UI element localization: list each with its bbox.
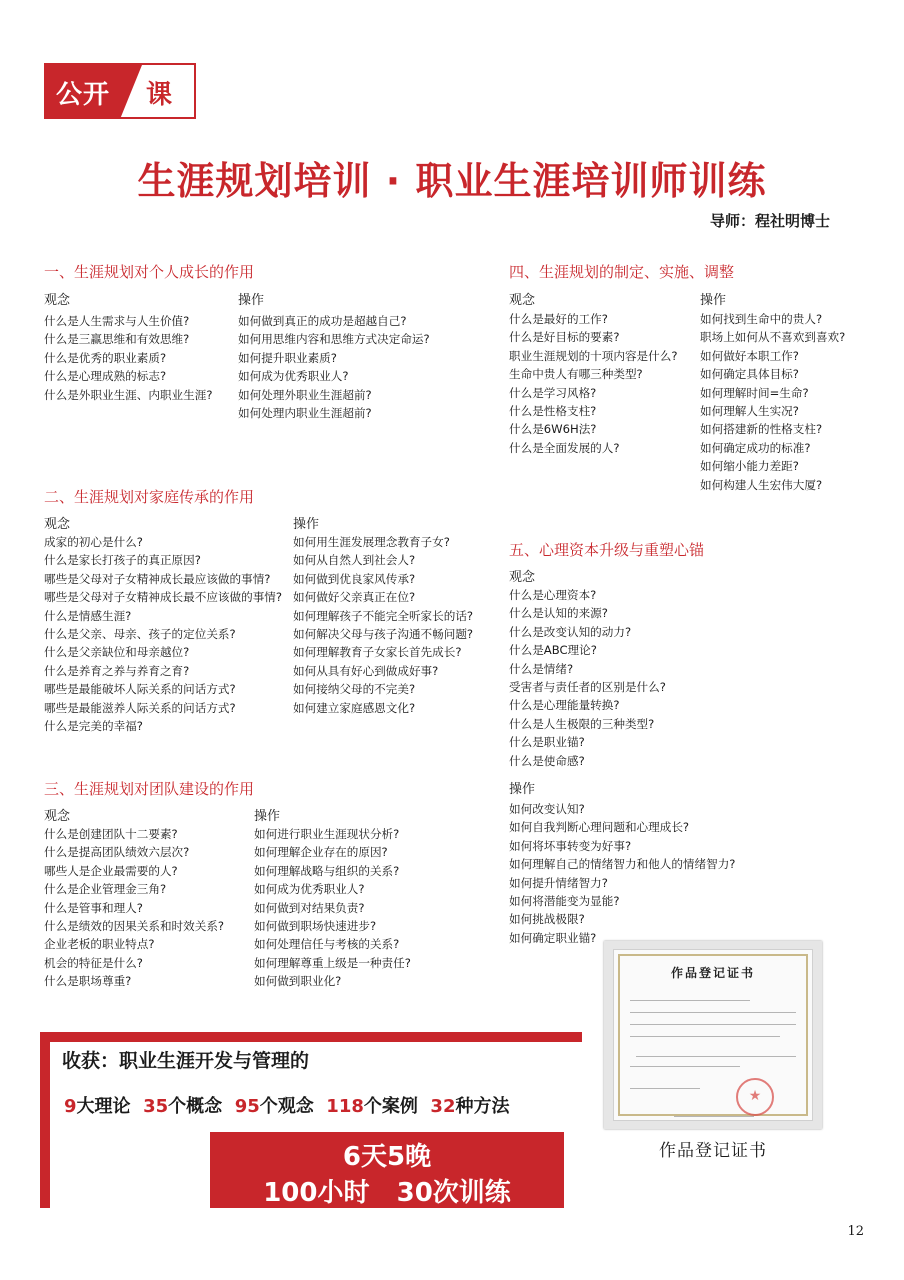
section-5-op-list	[509, 800, 735, 947]
certificate-text-line	[630, 1024, 796, 1025]
list-item: 如何缩小能力差距?	[700, 459, 799, 474]
list-item: 如何成为优秀职业人?	[238, 369, 349, 384]
certificate-text-line	[674, 1116, 754, 1117]
list-item: 如何搭建新的性格支柱?	[700, 422, 823, 437]
list-item: 如何构建人生宏伟大厦?	[700, 477, 823, 492]
harvest-duration: 6天5晚	[342, 1142, 432, 1172]
harvest-title: 收获：职业生涯开发与管理的	[62, 1050, 310, 1072]
list-item: 如何用生涯发展理念教育子女?	[293, 535, 450, 549]
harvest-hours-sessions: 100小时 30次训练	[263, 1178, 511, 1208]
list-item: 什么是学习风格?	[509, 385, 597, 400]
section-3-obs-list	[44, 825, 224, 991]
section-4-obs-list	[509, 310, 677, 457]
certificate-image	[604, 941, 822, 1129]
stat-number: 118	[326, 1096, 364, 1117]
list-item: 如何挑战极限?	[509, 912, 585, 927]
list-item: 什么是企业管理金三角?	[44, 882, 167, 897]
public-course-badge	[44, 63, 196, 119]
list-item: 什么是全面发展的人?	[509, 440, 620, 455]
list-item: 如何理解企业存在的原因?	[254, 845, 388, 860]
certificate-seal-icon	[736, 1078, 774, 1116]
list-item: 成家的初心是什么?	[44, 535, 143, 549]
list-item: 企业老板的职业特点?	[44, 937, 155, 952]
list-item: 什么是职场尊重?	[44, 974, 132, 989]
stat-number: 32	[430, 1096, 456, 1117]
stat-item	[235, 1096, 314, 1117]
list-item: 哪些是最能破坏人际关系的问话方式?	[44, 682, 236, 697]
certificate-paper	[613, 949, 813, 1121]
certificate-text-line	[630, 1000, 750, 1001]
list-item: 如何做到职场快速进步?	[254, 919, 377, 934]
list-item: 如何解决父母与孩子沟通不畅问题?	[293, 627, 474, 642]
list-item: 什么是心理成熟的标志?	[44, 369, 167, 384]
list-item: 什么是三赢思维和有效思维?	[44, 332, 190, 347]
list-item: 什么是性格支柱?	[509, 404, 597, 419]
list-item: 如何理解教育子女家长首先成长?	[293, 645, 462, 660]
list-item: 哪些是父母对子女精神成长最不应该做的事情?	[44, 590, 283, 605]
section-4-op-list	[700, 310, 845, 494]
list-item: 哪些是最能滋养人际关系的问话方式?	[44, 700, 236, 715]
harvest-top-bar	[40, 1032, 582, 1042]
list-item: 如何接纳父母的不完美?	[293, 682, 416, 697]
list-item: 如何处理信任与考核的关系?	[254, 937, 400, 952]
section-2-obs-header: 观念	[44, 517, 71, 532]
list-item: 什么是提高团队绩效六层次?	[44, 845, 190, 860]
section-2-op-list	[293, 533, 473, 717]
stat-label: 种方法	[455, 1096, 510, 1117]
list-item: 如何提升情绪智力?	[509, 875, 608, 890]
list-item: 什么是心理能量转换?	[509, 698, 620, 713]
list-item: 如何做好父亲真正在位?	[293, 590, 416, 605]
section-2-op-header: 操作	[293, 517, 320, 532]
section-3-op-header: 操作	[254, 809, 281, 824]
stat-item	[143, 1096, 222, 1117]
section-1-obs-header: 观念	[44, 293, 71, 308]
section-3-title: 三、生涯规划对团队建设的作用	[44, 780, 255, 798]
certificate-text-line	[630, 1012, 796, 1013]
certificate-caption: 作品登记证书	[659, 1141, 767, 1161]
list-item: 如何将潜能变为显能?	[509, 894, 620, 909]
list-item: 如何将坏事转变为好事?	[509, 838, 632, 853]
stat-label: 个观念	[259, 1096, 314, 1117]
stat-item	[430, 1096, 509, 1117]
list-item: 什么是父亲缺位和母亲越位?	[44, 645, 190, 660]
list-item: 如何做到职业化?	[254, 974, 342, 989]
list-item: 什么是养育之养与养育之育?	[44, 663, 190, 678]
badge-text-course: 课	[146, 80, 173, 110]
harvest-left-bar	[40, 1032, 50, 1208]
star-icon: ★	[748, 1088, 762, 1104]
list-item: 如何做好本职工作?	[700, 348, 799, 363]
list-item: 什么是情绪?	[509, 661, 574, 676]
page-number: 12	[847, 1224, 864, 1239]
list-item: 什么是6W6H法?	[509, 422, 597, 437]
list-item: 如何理解时间=生命?	[700, 385, 809, 400]
section-1-title: 一、生涯规划对个人成长的作用	[44, 263, 255, 281]
stat-number: 35	[143, 1096, 169, 1117]
section-3-op-list	[254, 825, 411, 991]
list-item: 如何进行职业生涯现状分析?	[254, 827, 400, 841]
list-item: 什么是完美的幸福?	[44, 719, 143, 734]
stat-label: 个概念	[168, 1096, 223, 1117]
section-1-obs-list	[44, 312, 212, 404]
section-4-obs-header: 观念	[509, 293, 536, 308]
section-5-title: 五、心理资本升级与重塑心锚	[509, 541, 705, 559]
list-item: 如何从具有好心到做成好事?	[293, 663, 439, 678]
list-item: 如何建立家庭感恩文化?	[293, 700, 416, 715]
stat-item	[326, 1096, 418, 1117]
list-item: 如何找到生命中的贵人?	[700, 312, 823, 326]
list-item: 什么是使命感?	[509, 753, 585, 768]
list-item: 如何用思维内容和思维方式决定命运?	[238, 332, 430, 347]
list-item: 什么是家长打孩子的真正原因?	[44, 553, 201, 568]
list-item: 如何提升职业素质?	[238, 350, 337, 365]
list-item: 如何确定职业锚?	[509, 930, 597, 945]
list-item: 什么是人生极限的三种类型?	[509, 716, 655, 731]
list-item: 受害者与责任者的区别是什么?	[509, 680, 666, 695]
list-item: 如何做到优良家风传承?	[293, 571, 416, 586]
certificate-text-line	[636, 1056, 796, 1057]
list-item: 什么是创建团队十二要素?	[44, 827, 178, 841]
certificate-text-line	[630, 1088, 700, 1089]
list-item: 如何成为优秀职业人?	[254, 882, 365, 897]
mentor-line: 导师：程社明博士	[709, 212, 830, 230]
list-item: 哪些是父母对子女精神成长最应该做的事情?	[44, 571, 271, 586]
list-item: 如何处理内职业生涯超前?	[238, 406, 372, 421]
list-item: 如何理解尊重上级是一种责任?	[254, 955, 411, 970]
section-2-title: 二、生涯规划对家庭传承的作用	[44, 488, 255, 506]
stat-number: 9	[64, 1096, 77, 1117]
list-item: 什么是职业锚?	[509, 735, 585, 750]
list-item: 生命中贵人有哪三种类型?	[509, 367, 643, 382]
list-item: 什么是改变认知的动力?	[509, 624, 632, 639]
stat-item	[64, 1096, 131, 1117]
list-item: 什么是优秀的职业素质?	[44, 350, 167, 365]
list-item: 哪些人是企业最需要的人?	[44, 863, 178, 878]
stat-label: 大理论	[76, 1096, 131, 1117]
section-5-op-header: 操作	[509, 782, 536, 797]
section-3-obs-header: 观念	[44, 809, 71, 824]
list-item: 如何理解自己的情绪智力和他人的情绪智力?	[509, 857, 736, 872]
list-item: 职场上如何从不喜欢到喜欢?	[700, 330, 846, 345]
section-5-obs-header: 观念	[509, 570, 536, 585]
harvest-stats	[64, 1092, 509, 1118]
list-item: 什么是人生需求与人生价值?	[44, 314, 190, 328]
stat-number: 95	[234, 1096, 260, 1117]
page-title: 生涯规划培训 · 职业生涯培训师训练	[137, 159, 767, 203]
section-1-op-list	[238, 312, 430, 422]
list-item: 什么是认知的来源?	[509, 606, 608, 621]
badge-text-public: 公开	[56, 80, 111, 110]
list-item: 如何自我判断心理问题和心理成长?	[509, 820, 690, 835]
list-item: 什么是父亲、母亲、孩子的定位关系?	[44, 627, 236, 642]
list-item: 机会的特征是什么?	[44, 955, 143, 970]
list-item: 职业生涯规划的十项内容是什么?	[509, 348, 678, 363]
list-item: 如何做到真正的成功是超越自己?	[238, 314, 407, 328]
certificate-title: 作品登记证书	[670, 966, 755, 980]
list-item: 什么是情感生涯?	[44, 608, 132, 623]
harvest-red-panel	[210, 1132, 564, 1208]
list-item: 什么是外职业生涯、内职业生涯?	[44, 387, 213, 402]
list-item: 如何确定成功的标准?	[700, 440, 811, 455]
list-item: 什么是好目标的要素?	[509, 330, 620, 345]
list-item: 什么是最好的工作?	[509, 312, 608, 326]
certificate-text-line	[630, 1066, 740, 1067]
list-item: 什么是ABC理论?	[509, 643, 597, 658]
list-item: 如何确定具体目标?	[700, 367, 799, 382]
list-item: 什么是绩效的因果关系和时效关系?	[44, 919, 225, 934]
section-1-op-header: 操作	[238, 293, 265, 308]
list-item: 如何做到对结果负责?	[254, 900, 365, 915]
section-4-op-header: 操作	[700, 293, 727, 308]
harvest-box	[40, 1032, 582, 1208]
section-2-obs-list	[44, 533, 282, 735]
section-5-obs-list	[509, 586, 666, 770]
stat-label: 个案例	[363, 1096, 418, 1117]
list-item: 如何改变认知?	[509, 802, 585, 816]
list-item: 如何从自然人到社会人?	[293, 553, 416, 568]
section-4-title: 四、生涯规划的制定、实施、调整	[509, 263, 735, 281]
list-item: 如何处理外职业生涯超前?	[238, 387, 372, 402]
list-item: 什么是心理资本?	[509, 588, 597, 602]
list-item: 如何理解人生实况?	[700, 404, 799, 419]
certificate-text-line	[630, 1036, 780, 1037]
list-item: 如何理解战略与组织的关系?	[254, 863, 400, 878]
list-item: 如何理解孩子不能完全听家长的话?	[293, 608, 474, 623]
list-item: 什么是管事和理人?	[44, 900, 143, 915]
